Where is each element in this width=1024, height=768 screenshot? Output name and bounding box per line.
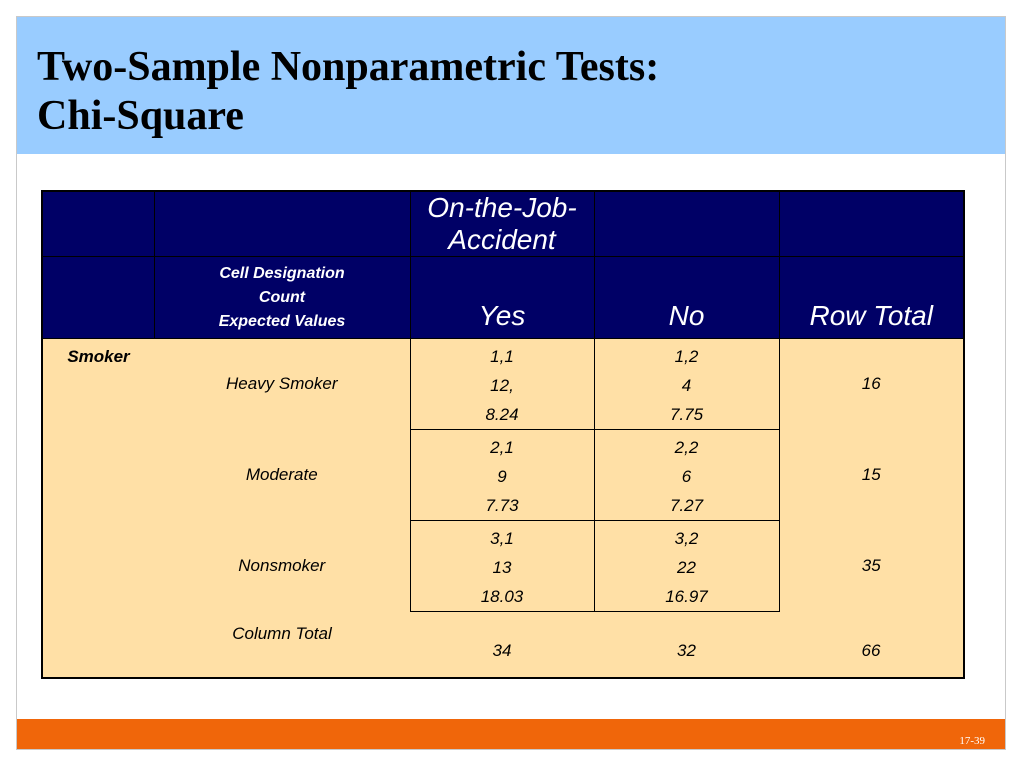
column-total-no: 32 [594, 612, 779, 678]
contingency-table [41, 190, 965, 679]
slide-title-line-2: Chi-Square [37, 93, 244, 139]
cell-count: 13 [492, 558, 512, 577]
cell-designation: 1,1 [490, 347, 514, 366]
cell-expected: 7.27 [669, 496, 704, 515]
header-empty-cell [42, 257, 154, 339]
column-header-no: No [594, 257, 779, 339]
row-label: Moderate [154, 430, 410, 521]
title-band [17, 17, 1005, 154]
cell-count: 6 [681, 467, 692, 486]
page-number: 17-39 [959, 735, 985, 747]
cell-yes [410, 430, 594, 521]
header-group-filler [594, 191, 779, 257]
table-row [42, 521, 964, 612]
cell-expected: 18.03 [480, 587, 524, 606]
column-total-row [42, 612, 964, 678]
cell-legend-expected: Expected Values [218, 312, 346, 330]
row-total: 35 [779, 521, 964, 612]
row-group-label: Smoker [42, 339, 154, 430]
cell-expected: 16.97 [665, 587, 708, 606]
cell-count: 9 [497, 467, 507, 486]
table-row [42, 430, 964, 521]
cell-designation: 2,1 [490, 438, 514, 457]
header-empty-cell [154, 191, 410, 257]
cell-no [594, 430, 779, 521]
cell-designation: 1,2 [674, 347, 699, 366]
column-header-row-total: Row Total [779, 257, 964, 339]
grand-total: 66 [779, 612, 964, 678]
cell-count: 4 [681, 376, 692, 395]
cell-count: 12, [490, 376, 514, 395]
cell-designation: 3,2 [674, 529, 699, 548]
column-header-yes: Yes [410, 257, 594, 339]
cell-yes [410, 339, 594, 430]
row-label: Heavy Smoker [154, 339, 410, 430]
row-total: 16 [779, 339, 964, 430]
row-total: 15 [779, 430, 964, 521]
cell-count: 22 [677, 558, 696, 577]
cell-designation: 3,1 [490, 529, 514, 548]
cell-yes [410, 521, 594, 612]
column-total-label: Column Total [154, 612, 410, 678]
row-group-filler [42, 430, 154, 521]
cell-expected: 8.24 [485, 405, 519, 424]
cell-no [594, 339, 779, 430]
cell-designation: 2,2 [674, 438, 699, 457]
slide-title [37, 43, 659, 141]
table-row [42, 339, 964, 430]
cell-expected: 7.73 [485, 496, 519, 515]
cell-no [594, 521, 779, 612]
row-group-filler [42, 612, 154, 678]
header-group-label: On-the-Job-Accident [410, 191, 594, 257]
cell-expected: 7.75 [669, 405, 704, 424]
cell-legend [154, 257, 410, 339]
header-empty-cell [42, 191, 154, 257]
table-header-row-1 [42, 191, 964, 257]
row-label: Nonsmoker [154, 521, 410, 612]
table-header-row-2 [42, 257, 964, 339]
slide-title-line-1: Two-Sample Nonparametric Tests: [37, 44, 660, 90]
column-total-yes: 34 [410, 612, 594, 678]
header-empty-cell [779, 191, 964, 257]
row-group-filler [42, 521, 154, 612]
cell-legend-count: Count [258, 288, 306, 306]
cell-legend-designation: Cell Designation [219, 264, 345, 282]
footer-bar [17, 719, 1005, 749]
